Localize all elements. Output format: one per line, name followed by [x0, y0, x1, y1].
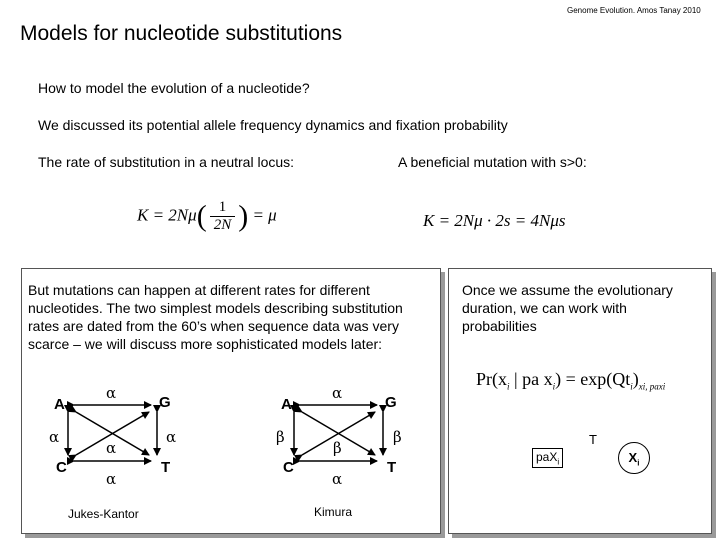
kimura-node-a: A [281, 396, 292, 413]
jc-rate-center: α [106, 439, 117, 457]
fraction-denominator: 2N [213, 217, 232, 233]
neutral-formula-rhs: = μ [252, 205, 277, 225]
jc-caption: Jukes-Kantor [68, 507, 139, 521]
jc-node-g: G [159, 394, 171, 411]
models-description: But mutations can happen at different rates for different nucleotides. The two simplest models describing substitution rates are dated from the 60’s when sequence data was very scarce – we will discuss more sophisticated models later: [28, 282, 403, 352]
child-sub: i [637, 458, 640, 468]
slide-credit: Genome Evolution. Amos Tanay 2010 [567, 6, 701, 15]
jc-node-t: T [161, 459, 171, 476]
tree-parent-node [532, 448, 563, 468]
neutral-formula-lhs: K = 2Nμ [137, 205, 197, 225]
parent-sub: i [557, 457, 560, 467]
formula-index-i: i [642, 381, 646, 392]
jc-rate-top: α [106, 384, 117, 402]
beneficial-label: A beneficial mutation with s>0: [398, 154, 587, 170]
kimura-node-t: T [387, 459, 397, 476]
jc-rate-bottom: α [106, 470, 117, 488]
formula-exp: ) = exp(Qt [555, 369, 631, 389]
kimura-rate-center: β [333, 439, 342, 457]
fraction-numerator: 1 [210, 199, 236, 217]
kimura-rate-right: β [393, 428, 402, 446]
neutral-label: The rate of substitution in a neutral locus: [38, 154, 295, 170]
formula-index-x: x [638, 381, 643, 392]
formula-index-i2: i [662, 381, 666, 392]
kimura-node-c: C [283, 459, 294, 476]
intro-discussion: We discussed its potential allele frequency dynamics and fixation probability [38, 117, 508, 133]
kimura-node-g: G [385, 394, 397, 411]
probability-description: Once we assume the evolutionary duration, we can work with probabilities [462, 282, 673, 334]
jc-rate-left: α [49, 428, 60, 446]
slide-title: Models for nucleotide substitutions [20, 22, 343, 45]
kimura-rate-left: β [276, 428, 285, 446]
formula-pr: Pr(x [476, 369, 507, 389]
beneficial-formula: K = 2Nμ · 2s = 4Nμs [423, 211, 566, 230]
parent-label: paX [536, 450, 558, 464]
kimura-caption: Kimura [314, 505, 353, 519]
kimura-rate-bottom: α [332, 470, 343, 488]
formula-index-pax: , pax [645, 381, 663, 392]
tree-child-node [618, 442, 650, 474]
formula-sub-i3: i [630, 381, 633, 392]
jc-node-c: C [56, 459, 67, 476]
jc-rate-right: α [166, 428, 177, 446]
intro-question: How to model the evolution of a nucleotide? [38, 80, 310, 96]
formula-sub-i2: i [552, 381, 556, 392]
child-label: X [628, 450, 638, 465]
formula-close: ) [632, 369, 639, 389]
kimura-rate-top: α [332, 384, 343, 402]
jc-node-a: A [54, 396, 65, 413]
tree-edge-label: T [589, 432, 597, 447]
formula-given: | pa x [509, 369, 553, 389]
neutral-formula: K = 2Nμ( $\frac{1}{2N}$ ) = μ [137, 199, 277, 233]
transition-probability-formula [476, 369, 665, 392]
formula-sub-i: i [507, 381, 510, 392]
